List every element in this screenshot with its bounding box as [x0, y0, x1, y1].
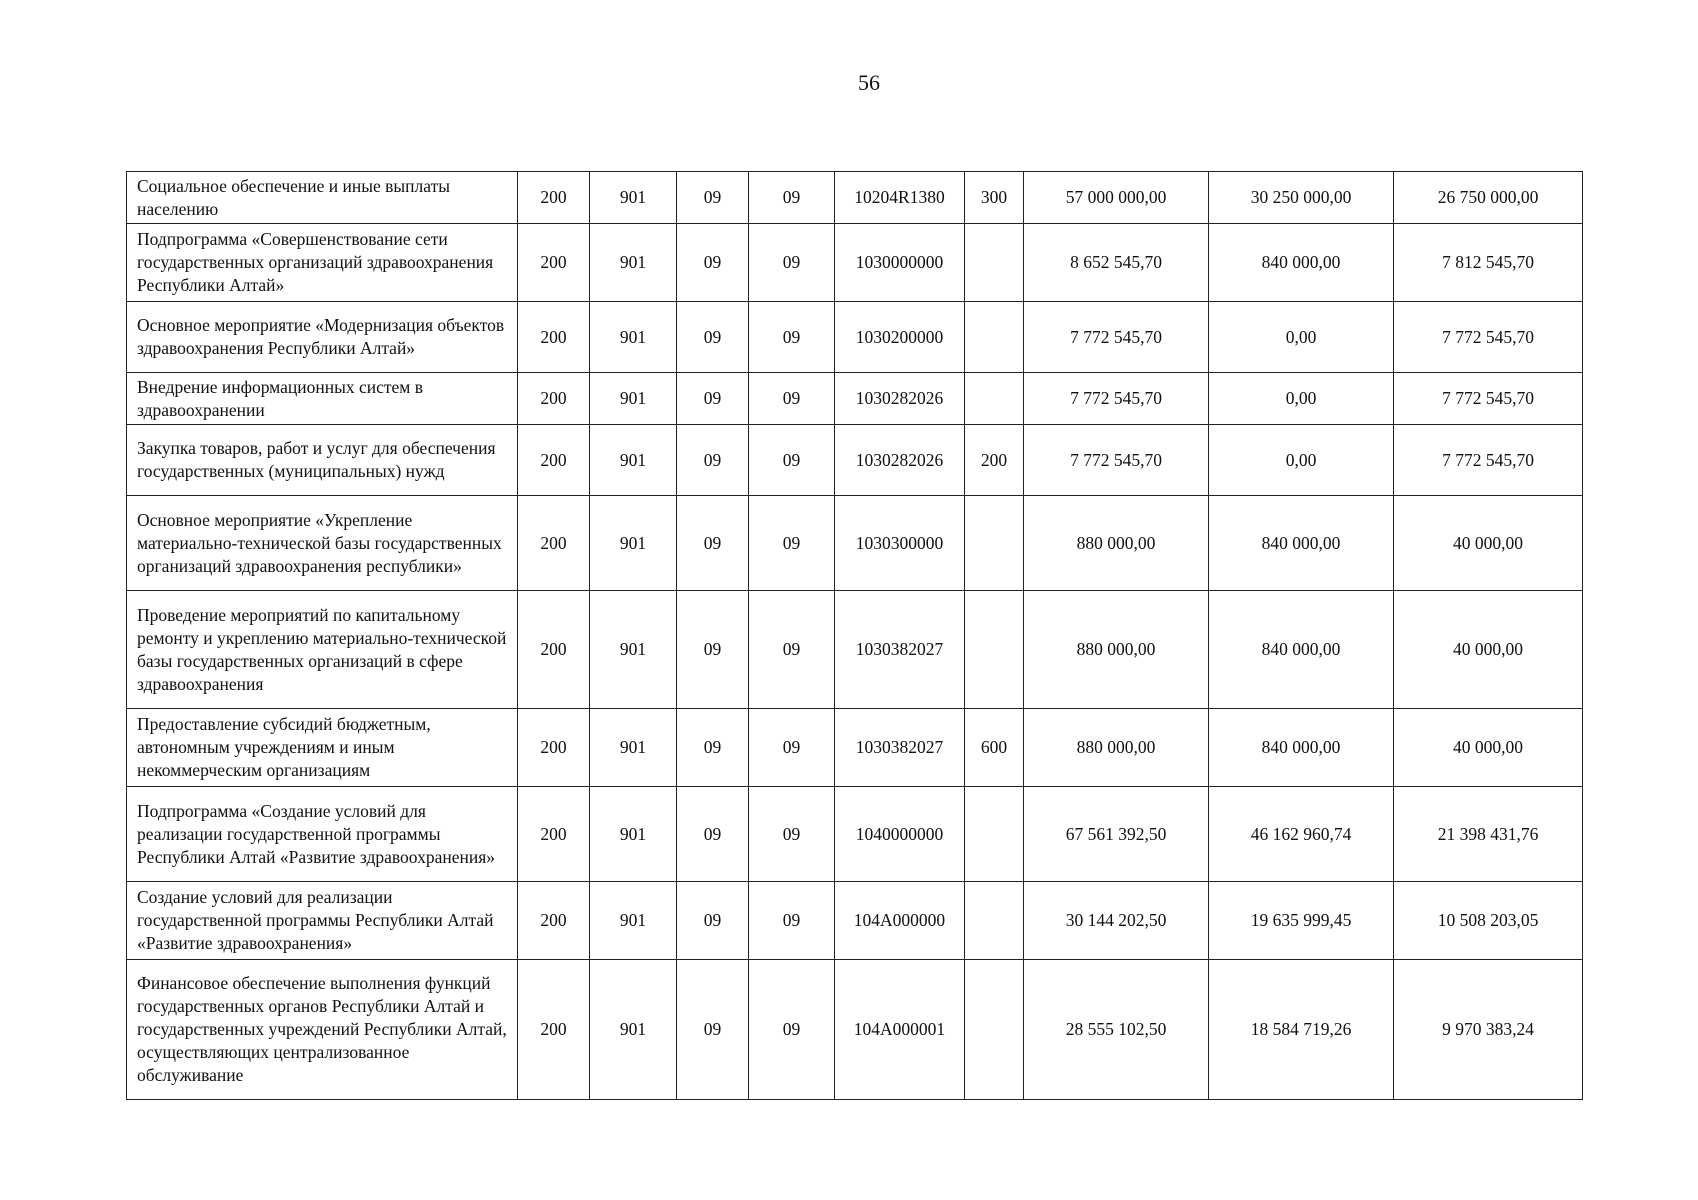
cell-col-4: 09: [749, 496, 835, 591]
amount-2: 40 000,00: [1394, 591, 1583, 709]
cell-col-2: 901: [590, 224, 677, 302]
line-item-name: Подпрограмма «Создание условий для реализации государственной программы Республики Алтай «Развитие здравоохранения»: [127, 787, 518, 882]
cell-col-1: 200: [518, 302, 590, 373]
expense-type: [965, 960, 1024, 1100]
total-amount: 28 555 102,50: [1024, 960, 1209, 1100]
expense-type: [965, 496, 1024, 591]
total-amount: 8 652 545,70: [1024, 224, 1209, 302]
total-amount: 57 000 000,00: [1024, 172, 1209, 224]
cell-col-2: 901: [590, 787, 677, 882]
cell-col-3: 09: [677, 960, 749, 1100]
table-row: [127, 496, 1583, 591]
target-code: 1030300000: [835, 496, 965, 591]
cell-col-1: 200: [518, 709, 590, 787]
line-item-name: Финансовое обеспечение выполнения функций государственных органов Республики Алтай и государственных учреждений Республики Алтай, осуществляющих централизованное обслуживание: [127, 960, 518, 1100]
amount-1: 0,00: [1209, 373, 1394, 425]
expense-type: [965, 787, 1024, 882]
amount-2: 9 970 383,24: [1394, 960, 1583, 1100]
cell-col-3: 09: [677, 787, 749, 882]
target-code: 104A000001: [835, 960, 965, 1100]
cell-col-4: 09: [749, 302, 835, 373]
amount-1: 46 162 960,74: [1209, 787, 1394, 882]
cell-col-1: 200: [518, 496, 590, 591]
total-amount: 7 772 545,70: [1024, 373, 1209, 425]
cell-col-4: 09: [749, 224, 835, 302]
line-item-name: Социальное обеспечение и иные выплаты населению: [127, 172, 518, 224]
total-amount: 880 000,00: [1024, 709, 1209, 787]
line-item-name: Основное мероприятие «Укрепление материально-технической базы государственных организаций здравоохранения республики»: [127, 496, 518, 591]
expense-type: [965, 882, 1024, 960]
amount-1: 840 000,00: [1209, 496, 1394, 591]
cell-col-3: 09: [677, 591, 749, 709]
cell-col-3: 09: [677, 496, 749, 591]
cell-col-1: 200: [518, 787, 590, 882]
table-row: [127, 425, 1583, 496]
amount-2: 7 772 545,70: [1394, 425, 1583, 496]
amount-2: 40 000,00: [1394, 709, 1583, 787]
page-number: 56: [858, 70, 880, 95]
total-amount: 30 144 202,50: [1024, 882, 1209, 960]
cell-col-3: 09: [677, 373, 749, 425]
table-row: [127, 591, 1583, 709]
cell-col-1: 200: [518, 172, 590, 224]
amount-1: 840 000,00: [1209, 224, 1394, 302]
expense-type: [965, 302, 1024, 373]
table-row: [127, 172, 1583, 224]
amount-1: 19 635 999,45: [1209, 882, 1394, 960]
amount-1: 0,00: [1209, 425, 1394, 496]
table-row: [127, 787, 1583, 882]
total-amount: 880 000,00: [1024, 591, 1209, 709]
amount-2: 7 772 545,70: [1394, 373, 1583, 425]
line-item-name: Основное мероприятие «Модернизация объектов здравоохранения Республики Алтай»: [127, 302, 518, 373]
table-row: [127, 373, 1583, 425]
cell-col-2: 901: [590, 302, 677, 373]
cell-col-2: 901: [590, 496, 677, 591]
cell-col-2: 901: [590, 882, 677, 960]
target-code: 1030282026: [835, 373, 965, 425]
amount-1: 840 000,00: [1209, 591, 1394, 709]
cell-col-3: 09: [677, 425, 749, 496]
line-item-name: Закупка товаров, работ и услуг для обеспечения государственных (муниципальных) нужд: [127, 425, 518, 496]
amount-2: 40 000,00: [1394, 496, 1583, 591]
total-amount: 7 772 545,70: [1024, 425, 1209, 496]
cell-col-4: 09: [749, 709, 835, 787]
expense-type: [965, 373, 1024, 425]
table-row: [127, 709, 1583, 787]
amount-2: 26 750 000,00: [1394, 172, 1583, 224]
expense-type: [965, 224, 1024, 302]
amount-2: 7 772 545,70: [1394, 302, 1583, 373]
expense-type: 600: [965, 709, 1024, 787]
expense-type: 200: [965, 425, 1024, 496]
cell-col-3: 09: [677, 882, 749, 960]
cell-col-2: 901: [590, 709, 677, 787]
target-code: 1030000000: [835, 224, 965, 302]
amount-1: 30 250 000,00: [1209, 172, 1394, 224]
target-code: 1030382027: [835, 591, 965, 709]
cell-col-2: 901: [590, 373, 677, 425]
budget-table: [126, 171, 1583, 1100]
table-row: [127, 882, 1583, 960]
cell-col-1: 200: [518, 882, 590, 960]
cell-col-1: 200: [518, 224, 590, 302]
cell-col-3: 09: [677, 709, 749, 787]
target-code: 1030382027: [835, 709, 965, 787]
target-code: 104A000000: [835, 882, 965, 960]
cell-col-2: 901: [590, 960, 677, 1100]
cell-col-4: 09: [749, 787, 835, 882]
cell-col-4: 09: [749, 960, 835, 1100]
line-item-name: Подпрограмма «Совершенствование сети государственных организаций здравоохранения Республики Алтай»: [127, 224, 518, 302]
total-amount: 67 561 392,50: [1024, 787, 1209, 882]
total-amount: 880 000,00: [1024, 496, 1209, 591]
line-item-name: Предоставление субсидий бюджетным, автономным учреждениям и иным некоммерческим организациям: [127, 709, 518, 787]
line-item-name: Создание условий для реализации государственной программы Республики Алтай «Развитие здравоохранения»: [127, 882, 518, 960]
cell-col-4: 09: [749, 882, 835, 960]
total-amount: 7 772 545,70: [1024, 302, 1209, 373]
cell-col-1: 200: [518, 960, 590, 1100]
table-row: [127, 302, 1583, 373]
line-item-name: Проведение мероприятий по капитальному ремонту и укреплению материально-технической базы государственных организаций в сфере здравоохранения: [127, 591, 518, 709]
cell-col-3: 09: [677, 302, 749, 373]
cell-col-1: 200: [518, 591, 590, 709]
line-item-name: Внедрение информационных систем в здравоохранении: [127, 373, 518, 425]
table-row: [127, 224, 1583, 302]
target-code: 1030200000: [835, 302, 965, 373]
cell-col-2: 901: [590, 172, 677, 224]
cell-col-4: 09: [749, 591, 835, 709]
cell-col-4: 09: [749, 172, 835, 224]
amount-1: 0,00: [1209, 302, 1394, 373]
target-code: 1040000000: [835, 787, 965, 882]
amount-1: 18 584 719,26: [1209, 960, 1394, 1100]
amount-2: 10 508 203,05: [1394, 882, 1583, 960]
amount-1: 840 000,00: [1209, 709, 1394, 787]
cell-col-1: 200: [518, 425, 590, 496]
expense-type: [965, 591, 1024, 709]
amount-2: 21 398 431,76: [1394, 787, 1583, 882]
table-row: [127, 960, 1583, 1100]
cell-col-4: 09: [749, 425, 835, 496]
cell-col-3: 09: [677, 172, 749, 224]
cell-col-1: 200: [518, 373, 590, 425]
amount-2: 7 812 545,70: [1394, 224, 1583, 302]
cell-col-2: 901: [590, 425, 677, 496]
cell-col-4: 09: [749, 373, 835, 425]
cell-col-3: 09: [677, 224, 749, 302]
cell-col-2: 901: [590, 591, 677, 709]
target-code: 1030282026: [835, 425, 965, 496]
expense-type: 300: [965, 172, 1024, 224]
target-code: 10204R1380: [835, 172, 965, 224]
